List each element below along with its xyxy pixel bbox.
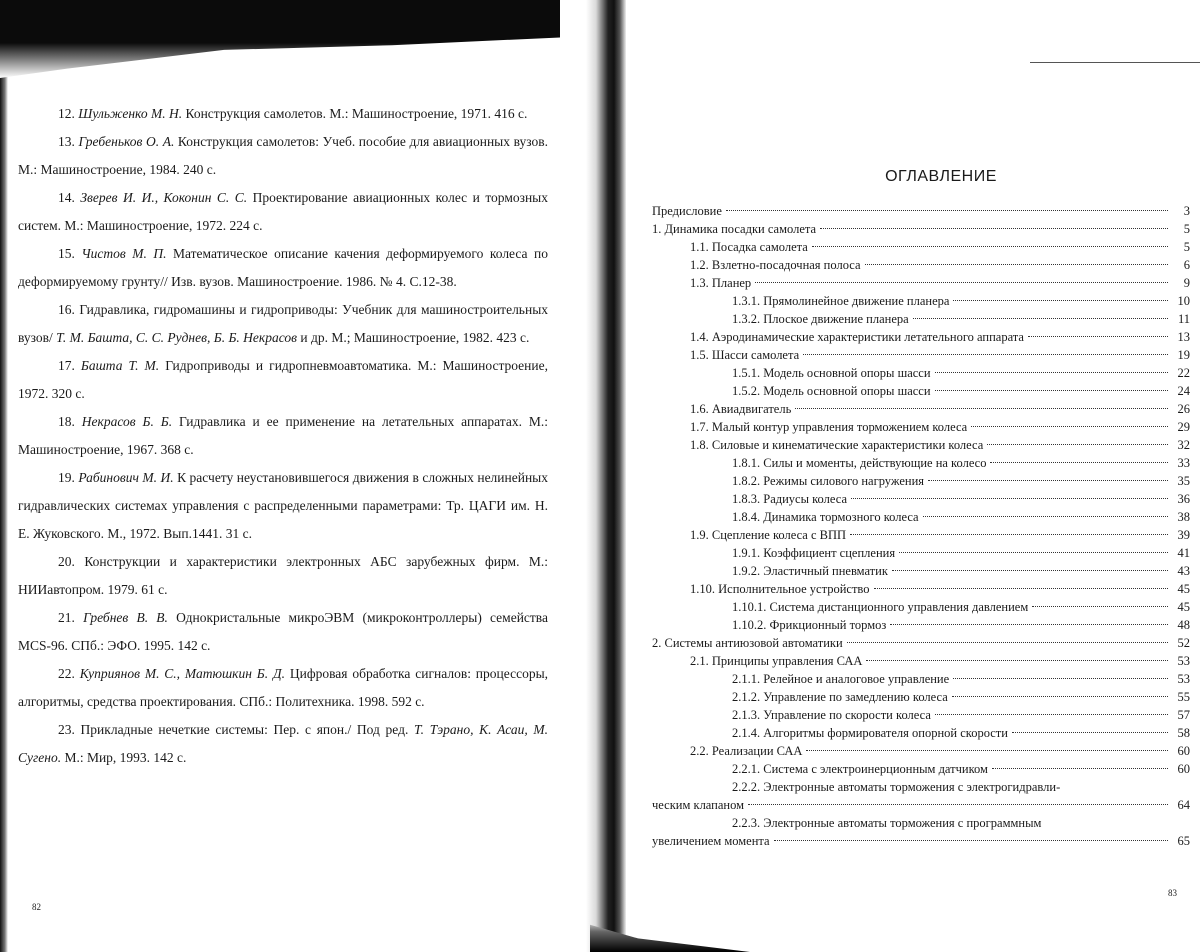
toc-entry — [652, 760, 1190, 778]
toc-leader-dots — [928, 479, 1168, 481]
toc-entry — [652, 472, 1190, 490]
toc-entry-page: 53 — [1177, 654, 1190, 668]
reference-authors: Гребеньков О. А. — [78, 134, 175, 149]
toc-entry-page: 60 — [1177, 762, 1190, 776]
toc-entry-label: 2.2.1. Система с электроинерционным датчиком — [732, 762, 988, 776]
reference-item — [18, 660, 548, 716]
toc-entry-label: 1.3.1. Прямолинейное движение планера — [732, 294, 950, 308]
toc-entry — [652, 706, 1190, 724]
toc-entry-page: 29 — [1177, 420, 1190, 434]
toc-entry-page: 5 — [1183, 222, 1190, 236]
toc-leader-dots — [935, 713, 1168, 715]
toc-entry — [652, 490, 1190, 508]
toc-entry-page: 45 — [1177, 582, 1190, 596]
toc-entry-label: 2.1.4. Алгоритмы формирователя опорной скорости — [732, 726, 1008, 740]
reference-text: Прикладные нечеткие системы: Пер. с япон./ Под ред. — [80, 722, 415, 737]
reference-text: М.: Мир, 1993. 142 с. — [61, 750, 187, 765]
toc-entry-page: 55 — [1177, 690, 1190, 704]
toc-entry-label: ческим клапаном — [652, 798, 745, 812]
reference-authors: Некрасов Б. Б. — [81, 414, 173, 429]
toc-entry-page: 38 — [1177, 510, 1190, 524]
reference-number: 16. — [58, 302, 75, 317]
toc-leader-dots — [923, 515, 1168, 517]
toc-entry-page: 19 — [1177, 348, 1190, 362]
toc-entry — [652, 688, 1190, 706]
toc-leader-dots — [1028, 335, 1168, 337]
toc-entry-page: 10 — [1177, 294, 1190, 308]
page-number-left: 82 — [32, 902, 41, 912]
toc-entry — [652, 400, 1190, 418]
toc-entry-label: 1.8. Силовые и кинематические характеристики колеса — [690, 438, 984, 452]
toc-entry-label: 1.7. Малый контур управления торможением колеса — [690, 420, 968, 434]
toc-entry-page: 57 — [1177, 708, 1190, 722]
toc-entry-label: 1.8.2. Режимы силового нагружения — [732, 474, 925, 488]
toc-entry-label: 2.1.1. Релейное и аналоговое управление — [732, 672, 950, 686]
toc-entry-label: 1.3.2. Плоское движение планера — [732, 312, 909, 326]
toc-leader-dots — [1032, 605, 1168, 607]
toc-leader-dots — [865, 263, 1168, 265]
reference-item — [18, 128, 548, 184]
toc-entry-label: 1.10.2. Фрикционный тормоз — [732, 618, 887, 632]
toc-entry-label: 1.2. Взлетно-посадочная полоса — [690, 258, 861, 272]
toc-entry-label: 1.10.1. Система дистанционного управления давлением — [732, 600, 1029, 614]
reference-number: 23. — [58, 722, 75, 737]
toc-entry-page: 58 — [1177, 726, 1190, 740]
toc-leader-dots — [952, 695, 1168, 697]
toc-entry-label: 1.9.1. Коэффициент сцепления — [732, 546, 896, 560]
toc-entry-page: 35 — [1177, 474, 1190, 488]
toc-leader-dots — [899, 551, 1168, 553]
toc-entry — [652, 346, 1190, 364]
reference-item — [18, 296, 548, 352]
reference-number: 14. — [58, 190, 75, 205]
toc-entry — [652, 832, 1190, 850]
toc-entry-page: 43 — [1177, 564, 1190, 578]
toc-leader-dots — [890, 623, 1168, 625]
toc-leader-dots — [850, 533, 1168, 535]
toc-entry-page: 11 — [1177, 312, 1190, 326]
reference-authors: Чистов М. П. — [81, 246, 167, 261]
toc-entry — [652, 220, 1190, 238]
toc-entry — [652, 508, 1190, 526]
toc-entry — [652, 328, 1190, 346]
toc-entry — [652, 652, 1190, 670]
reference-number: 12. — [58, 106, 75, 121]
toc-leader-dots — [953, 677, 1168, 679]
toc-leader-dots — [913, 317, 1168, 319]
toc-entry-label: 1.8.1. Силы и моменты, действующие на колесо — [732, 456, 987, 470]
reference-authors: Рабинович М. И. — [78, 470, 174, 485]
reference-text: и др. М.; Машиностроение, 1982. 423 с. — [296, 330, 530, 345]
toc-entry-page: 36 — [1177, 492, 1190, 506]
reference-text: Гидравлика, гидромашины и гидроприводы: Учебник для машиностроительных вузов/ — [18, 302, 549, 345]
reference-text: Гидроприводы и гидропневмоавтоматика. М.: Машиностроение, 1972. 320 с. — [18, 358, 548, 401]
toc-leader-dots — [774, 839, 1168, 841]
toc-title: ОГЛАВЛЕНИЕ — [885, 168, 997, 185]
toc-entry — [652, 364, 1190, 382]
reference-text: Цифровая обработка сигналов: процессоры, алгоритмы, средства проектирования. СПб.: Политехника. 1998. 592 с. — [18, 666, 549, 709]
toc-entry-label: 1.8.4. Динамика тормозного колеса — [732, 510, 919, 524]
toc-entry — [652, 274, 1190, 292]
toc-entry-label: 1.9. Сцепление колеса с ВПП — [690, 528, 847, 542]
reference-number: 19. — [58, 470, 75, 485]
toc-entry-label: 2. Системы антиюзовой автоматики — [652, 636, 843, 650]
toc-entry — [652, 310, 1190, 328]
toc-entry-page: 52 — [1177, 636, 1190, 650]
toc-entry-page: 3 — [1183, 204, 1190, 218]
toc-entry-page: 32 — [1177, 438, 1190, 452]
toc-leader-dots — [953, 299, 1168, 301]
toc-entry-label: 1. Динамика посадки самолета — [652, 222, 817, 236]
toc-leader-dots — [820, 227, 1168, 229]
reference-item — [18, 352, 548, 408]
reference-item — [18, 604, 548, 660]
reference-authors: Гребнев В. В. — [83, 610, 168, 625]
scan-top-shadow — [0, 0, 560, 78]
toc-entry — [652, 256, 1190, 274]
toc-leader-dots — [1012, 731, 1168, 733]
reference-number: 17. — [58, 358, 75, 373]
toc-entry-first-line: 2.2.3. Электронные автоматы торможения с программным — [732, 816, 1042, 830]
toc-entry-label: 2.1. Принципы управления САА — [690, 654, 863, 668]
toc-entry — [652, 436, 1190, 454]
reference-authors: Шульженко М. Н. — [78, 106, 183, 121]
reference-item — [18, 464, 548, 548]
reference-authors: Т. М. Башта, С. С. Руднев, Б. Б. Некрасов — [56, 330, 297, 345]
toc-entry — [652, 418, 1190, 436]
reference-item — [18, 408, 548, 464]
toc-entry — [652, 724, 1190, 742]
toc-leader-dots — [812, 245, 1168, 247]
reference-text: Конструкция самолетов: Учеб. пособие для авиационных вузов. М.: Машиностроение, 1984. 240 с. — [18, 134, 549, 177]
reference-text: Конструкция самолетов. М.: Машиностроение, 1971. 416 с. — [182, 106, 528, 121]
toc-entry-label: 1.4. Аэродинамические характеристики летательного аппарата — [690, 330, 1024, 344]
toc-entry-page: 9 — [1183, 276, 1190, 290]
toc-leader-dots — [987, 443, 1168, 445]
reference-number: 22. — [58, 666, 75, 681]
toc-entry-label: 1.8.3. Радиусы колеса — [732, 492, 847, 506]
toc-entry — [652, 580, 1190, 598]
toc-entry — [652, 634, 1190, 652]
page-number-right: 83 — [1168, 888, 1177, 898]
toc-entry-label: 1.6. Авиадвигатель — [690, 402, 792, 416]
toc-leader-dots — [806, 749, 1168, 751]
toc-leader-dots — [847, 641, 1168, 643]
toc-entry-label: 1.5.1. Модель основной опоры шасси — [732, 366, 931, 380]
toc-entry-label: 1.9.2. Эластичный пневматик — [732, 564, 888, 578]
toc-entry-label: 2.1.3. Управление по скорости колеса — [732, 708, 931, 722]
toc-entry-page: 5 — [1183, 240, 1190, 254]
toc-entry-page: 60 — [1177, 744, 1190, 758]
table-of-contents-page — [652, 168, 1190, 850]
scan-left-edge — [0, 0, 8, 952]
toc-leader-dots — [866, 659, 1168, 661]
reference-text: К расчету неустановившегося движения в сложных нелинейных гидравлических системах управления с распределенными параметрами: Тр. ЦАГИ им. Н. Е. Жуковского. М., 1972. Вып.1441. 31 с. — [18, 470, 549, 541]
toc-entry-page: 64 — [1177, 798, 1190, 812]
bibliography-page — [18, 100, 548, 772]
toc-leader-dots — [803, 353, 1168, 355]
reference-item — [18, 240, 548, 296]
reference-number: 18. — [58, 414, 75, 429]
toc-entry-label: 2.1.2. Управление по замедлению колеса — [732, 690, 948, 704]
toc-leader-dots — [726, 209, 1168, 211]
toc-entry-label: 2.2. Реализации САА — [690, 744, 803, 758]
toc-entry — [652, 616, 1190, 634]
toc-entry — [652, 670, 1190, 688]
toc-entry — [652, 562, 1190, 580]
reference-text: Математическое описание качения деформируемого колеса по деформируемому грунту// Изв. вузов. Машиностроение. 1986. № 4. С.12-38. — [18, 246, 549, 289]
toc-leader-dots — [892, 569, 1168, 571]
toc-entry-page: 24 — [1177, 384, 1190, 398]
toc-entry-page: 65 — [1177, 834, 1190, 848]
reference-authors: Башта Т. М. — [80, 358, 160, 373]
reference-authors: Т. Тэрано, К. Асаи, М. Сугено. — [18, 722, 549, 765]
reference-text: Конструкции и характеристики электронных АБС зарубежных фирм. М.: НИИавтопром. 1979. 61 с. — [18, 554, 549, 597]
toc-entry-label: 1.5.2. Модель основной опоры шасси — [732, 384, 931, 398]
toc-leader-dots — [755, 281, 1168, 283]
toc-entry-page: 26 — [1177, 402, 1190, 416]
scan-top-rule — [1030, 62, 1200, 63]
toc-entry-label: увеличением момента — [652, 834, 770, 848]
toc-entry — [652, 742, 1190, 760]
toc-leader-dots — [992, 767, 1168, 769]
toc-entry-page: 33 — [1177, 456, 1190, 470]
toc-entry-page: 45 — [1177, 600, 1190, 614]
toc-entry-page: 48 — [1177, 618, 1190, 632]
toc-entry-page: 6 — [1183, 258, 1190, 272]
toc-entry — [652, 544, 1190, 562]
toc-list — [652, 202, 1190, 850]
reference-item — [18, 548, 548, 604]
toc-entry — [652, 202, 1190, 220]
toc-leader-dots — [795, 407, 1168, 409]
toc-leader-dots — [874, 587, 1169, 589]
toc-entry-label: Предисловие — [652, 204, 722, 218]
toc-entry — [652, 238, 1190, 256]
toc-leader-dots — [990, 461, 1168, 463]
toc-entry — [652, 454, 1190, 472]
reference-number: 20. — [58, 554, 75, 569]
toc-entry-label: 1.5. Шасси самолета — [690, 348, 800, 362]
reference-authors: Куприянов М. С., Матюшкин Б. Д. — [79, 666, 285, 681]
toc-entry-page: 41 — [1177, 546, 1190, 560]
reference-number: 21. — [58, 610, 75, 625]
toc-entry — [652, 526, 1190, 544]
toc-entry-page: 13 — [1177, 330, 1190, 344]
toc-entry — [652, 292, 1190, 310]
reference-text: Однокристальные микроЭВМ (микроконтроллеры) семейства MCS-96. СПб.: ЭФО. 1995. 142 с. — [18, 610, 548, 653]
toc-entry — [652, 796, 1190, 814]
toc-leader-dots — [971, 425, 1168, 427]
reference-number: 13. — [58, 134, 75, 149]
toc-leader-dots — [935, 389, 1168, 391]
toc-entry-page: 22 — [1177, 366, 1190, 380]
reference-item — [18, 184, 548, 240]
toc-leader-dots — [935, 371, 1168, 373]
toc-entry-label: 1.1. Посадка самолета — [690, 240, 808, 254]
reference-text: Проектирование авиационных колес и тормозных систем. М.: Машиностроение, 1972. 224 с. — [18, 190, 549, 233]
reference-number: 15. — [58, 246, 75, 261]
reference-item — [18, 716, 548, 772]
toc-entry-label: 1.3. Планер — [690, 276, 752, 290]
toc-entry-first-line: 2.2.2. Электронные автоматы торможения с электрогидравли- — [732, 780, 1061, 794]
reference-authors: Зверев И. И., Коконин С. С. — [80, 190, 248, 205]
reference-text: Гидравлика и ее применение на летательных аппаратах. М.: Машиностроение, 1967. 368 с. — [18, 414, 549, 457]
toc-entry — [652, 598, 1190, 616]
book-spine — [586, 0, 626, 952]
toc-entry-label: 1.10. Исполнительное устройство — [690, 582, 870, 596]
toc-leader-dots — [748, 803, 1168, 805]
toc-entry-page: 53 — [1177, 672, 1190, 686]
reference-item — [18, 100, 548, 128]
toc-leader-dots — [851, 497, 1168, 499]
toc-entry — [652, 382, 1190, 400]
toc-entry-page: 39 — [1177, 528, 1190, 542]
